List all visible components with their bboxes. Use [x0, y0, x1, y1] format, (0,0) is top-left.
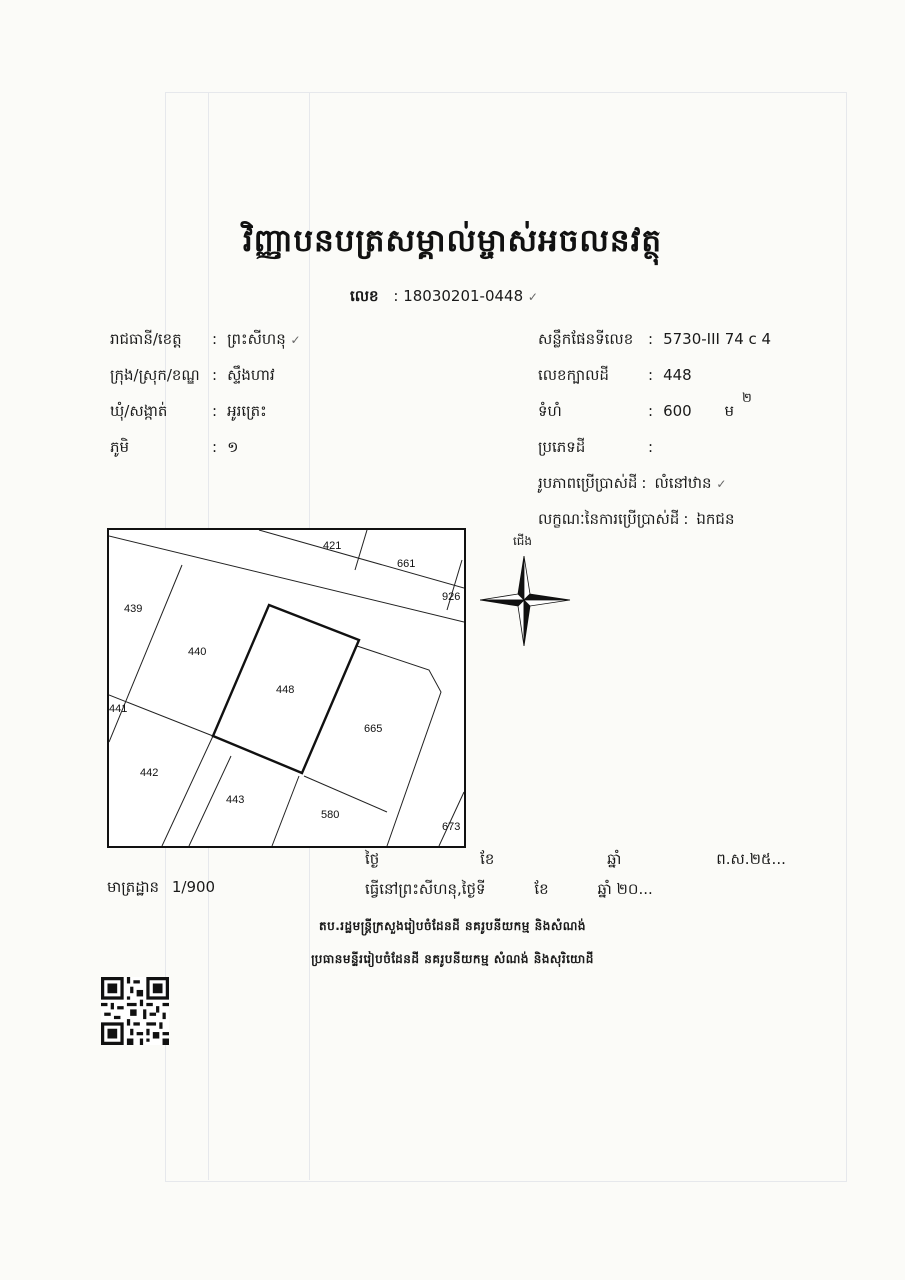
parcel-label: 439: [124, 603, 143, 615]
parcel-boundary: [189, 756, 231, 846]
parcel-boundary: [109, 695, 213, 736]
road-edge-line: [109, 536, 464, 622]
area-unit-superscript: ២: [742, 391, 752, 406]
field-value: ព្រះសីហនុ: [227, 330, 286, 348]
document-number-value: 18030201-0448: [403, 287, 524, 305]
field-value: 5730-III 74 c 4: [663, 330, 772, 348]
parcel-label: 440: [188, 646, 207, 658]
area-unit: ម: [724, 402, 735, 420]
field-label: ឃុំ/សង្កាត់: [110, 402, 168, 420]
date-month-label: ខែ: [480, 850, 495, 868]
issued-place-label: ធ្វើនៅព្រះសីហនុ,ថ្ងៃទី: [365, 880, 486, 898]
field-value: ស្ទឹងហាវ: [227, 366, 275, 384]
field-label: សន្លឹកផែនទីលេខ: [538, 330, 634, 348]
qr-code-icon: [101, 977, 169, 1045]
field-label: រាជធានី/ខេត្ត: [110, 330, 182, 348]
north-label: ជើង: [513, 534, 533, 548]
parcel-label: 926: [442, 591, 461, 603]
parcel-label: 442: [140, 767, 159, 779]
field-value: លំនៅឋាន: [654, 474, 712, 492]
field-province: រាជធានី/ខេត្ត : ព្រះសីហនុ ✓: [110, 330, 301, 352]
document-number-label: លេខ: [350, 287, 379, 305]
scale-value: 1/900: [171, 878, 216, 896]
check-mark-icon: ✓: [527, 290, 538, 304]
parcel-label: 421: [323, 540, 342, 552]
issued-month-label: ខែ: [534, 880, 549, 898]
parcel-boundary: [355, 530, 367, 570]
parcel-boundary: [439, 792, 464, 846]
date-year-label: ឆ្នាំ: [607, 850, 622, 868]
field-value: 448: [663, 366, 692, 384]
signatory-minister: តប.រដ្ឋមន្ត្រីក្រសួងរៀបចំដែនដី នគរូបនីយកម្ម និងសំណង់: [318, 919, 587, 933]
parcel-boundary: [304, 776, 387, 812]
date-line-issued: [365, 880, 653, 902]
parcel-label: 580: [321, 809, 340, 821]
cadastral-map: [107, 528, 466, 848]
parcel-label: 673: [442, 821, 461, 833]
map-scale: [107, 878, 215, 900]
signatory-director: ប្រធានមន្ទីររៀបចំដែនដី នគរូបនីយកម្ម សំណង់ និងសុរិយោដី: [311, 952, 594, 966]
field-map-sheet: សន្លឹកផែនទីលេខ : 5730-III 74 c 4: [538, 330, 771, 352]
check-mark-icon: ✓: [290, 333, 301, 347]
parcel-label: 661: [397, 558, 416, 570]
parcel-label: 443: [226, 794, 245, 806]
parcel-label: 441: [109, 703, 128, 715]
parcel-boundary: [272, 776, 299, 846]
field-value: 600: [663, 402, 692, 420]
date-era-label: ព.ស.២៥...: [716, 850, 786, 868]
parcel-drawing: [109, 530, 464, 846]
field-label: ក្រុង/ស្រុក/ខណ្ឌ: [110, 366, 200, 384]
document-number-colon: :: [393, 287, 399, 305]
date-day-label: ថ្ងៃ: [365, 850, 380, 868]
parcel-boundary: [357, 646, 441, 846]
parcel-label: 448: [276, 684, 295, 696]
document-number: [350, 287, 538, 309]
field-parcel-number: លេខក្បាលដី : 448: [538, 366, 692, 388]
field-label: ភូមិ: [110, 438, 130, 456]
field-label: លេខក្បាលដី: [538, 366, 609, 384]
field-commune: ឃុំ/សង្កាត់ : អូរត្រេះ: [110, 402, 267, 424]
field-area: ទំហំ : 600 ម: [538, 402, 734, 424]
parcel-label: 665: [364, 723, 383, 735]
parcel-boundary: [109, 565, 182, 742]
field-value: ១: [227, 438, 239, 456]
field-land-use: រូបភាពប្រើប្រាស់ដី : លំនៅឋាន ✓: [538, 474, 726, 496]
check-mark-icon: ✓: [716, 477, 727, 491]
compass-rose-icon: [480, 556, 572, 646]
field-label: រូបភាពប្រើប្រាស់ដី: [538, 474, 638, 492]
date-line-lunar: [365, 850, 786, 872]
field-district: ក្រុង/ស្រុក/ខណ្ឌ : ស្ទឹងហាវ: [110, 366, 275, 388]
field-land-type: ប្រភេទដី :: [538, 438, 663, 460]
scale-label: មាត្រដ្ឋាន: [107, 878, 160, 896]
parcel-boundary: [162, 736, 213, 846]
field-value: អូរត្រេះ: [227, 402, 267, 420]
field-land-use-nature: លក្ខណៈនៃការប្រើប្រាស់ដី : ឯកជន: [538, 510, 734, 532]
field-label: ទំហំ: [538, 402, 562, 420]
field-label: លក្ខណៈនៃការប្រើប្រាស់ដី: [538, 510, 680, 528]
issued-year-label: ឆ្នាំ ២០...: [597, 880, 653, 898]
field-village: ភូមិ : ១: [110, 438, 238, 460]
field-value: ឯកជន: [696, 510, 735, 528]
certificate-title: វិញ្ញាបនបត្រសម្គាល់ម្ចាស់អចលនវត្ថុ: [242, 223, 663, 259]
field-label: ប្រភេទដី: [538, 438, 586, 456]
